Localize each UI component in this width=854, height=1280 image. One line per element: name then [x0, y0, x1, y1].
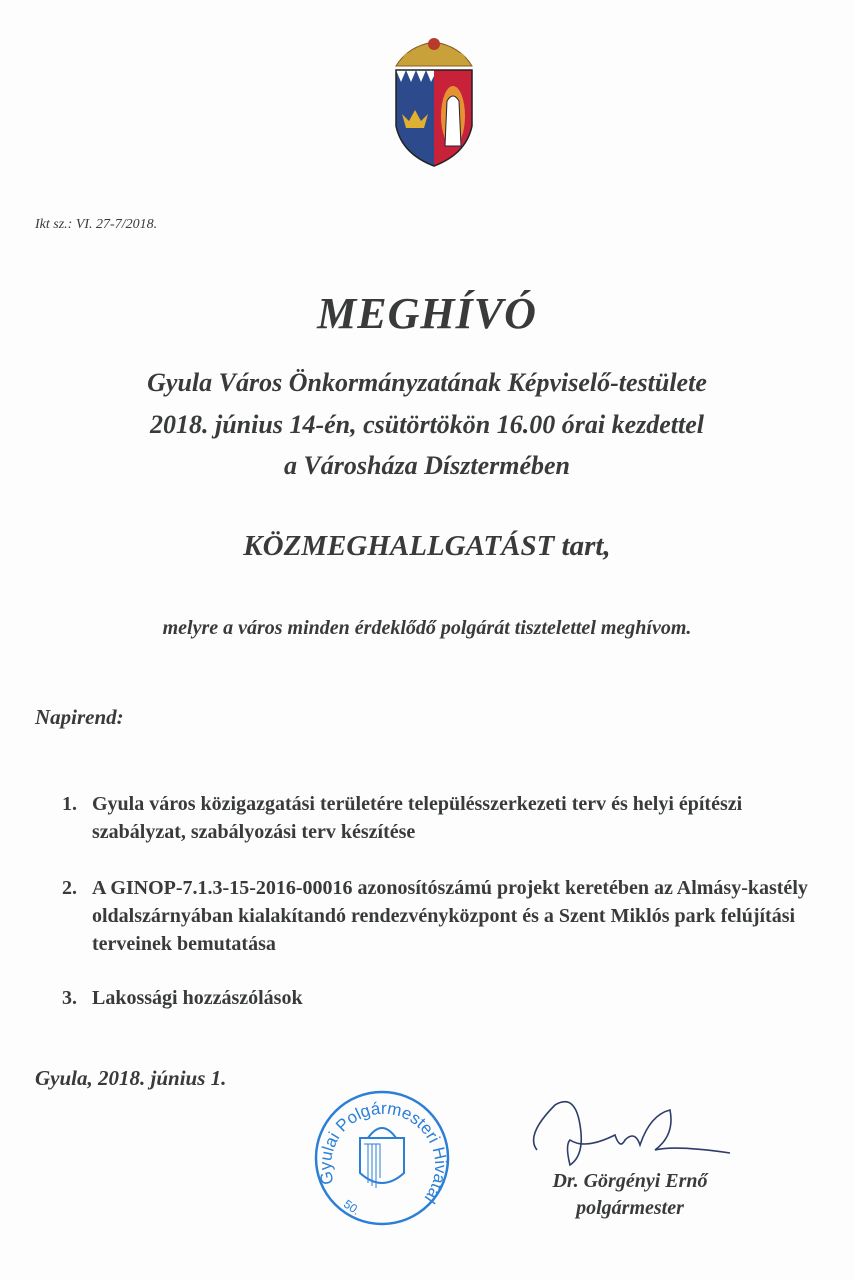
agenda-text: Lakossági hozzászólások — [92, 987, 303, 1009]
subtitle-line: a Városháza Dísztermében — [283, 451, 571, 480]
signatory-name: Dr. Görgényi Ernő — [552, 1170, 708, 1192]
svg-text:50.: 50. — [341, 1196, 363, 1218]
signature — [525, 1095, 735, 1175]
official-stamp — [312, 1088, 452, 1233]
subtitle-line: Gyula Város Önkormányzatának Képviselő-testülete — [147, 368, 707, 397]
signatory-title: polgármester — [576, 1197, 684, 1219]
city-coat-of-arms — [388, 36, 480, 176]
subtitle-line: 2018. június 14-én, csütörtökön 16.00 órai kezdettel — [150, 410, 704, 439]
agenda-text: A GINOP-7.1.3-15-2016-00016 azonosítószámú projekt keretében az Almásy-kastély oldalszárnyában kialakítandó rendezvényközpont és a Szent Miklós park felújítási terveinek bemutatása — [92, 877, 808, 955]
agenda-number: 2. — [62, 877, 77, 899]
agenda-text: Gyula város közigazgatási területére településszerkezeti terv és helyi építészi szabályzat, szabályozási terv készítése — [92, 793, 743, 843]
reference-number: Ikt sz.: VI. 27-7/2018. — [35, 217, 158, 232]
svg-text:Gyulai Polgármesteri Hivatal: Gyulai Polgármesteri Hivatal — [316, 1098, 451, 1207]
agenda-heading: Napirend: — [35, 705, 124, 729]
document-title: MEGHÍVÓ — [317, 289, 537, 338]
agenda-number: 3. — [62, 987, 77, 1009]
invitation-text: melyre a város minden érdeklődő polgárát tisztelettel meghívom. — [162, 617, 692, 639]
agenda-number: 1. — [62, 793, 77, 815]
event-heading: KÖZMEGHALLGATÁST tart, — [243, 530, 611, 562]
document-date: Gyula, 2018. június 1. — [35, 1066, 227, 1090]
